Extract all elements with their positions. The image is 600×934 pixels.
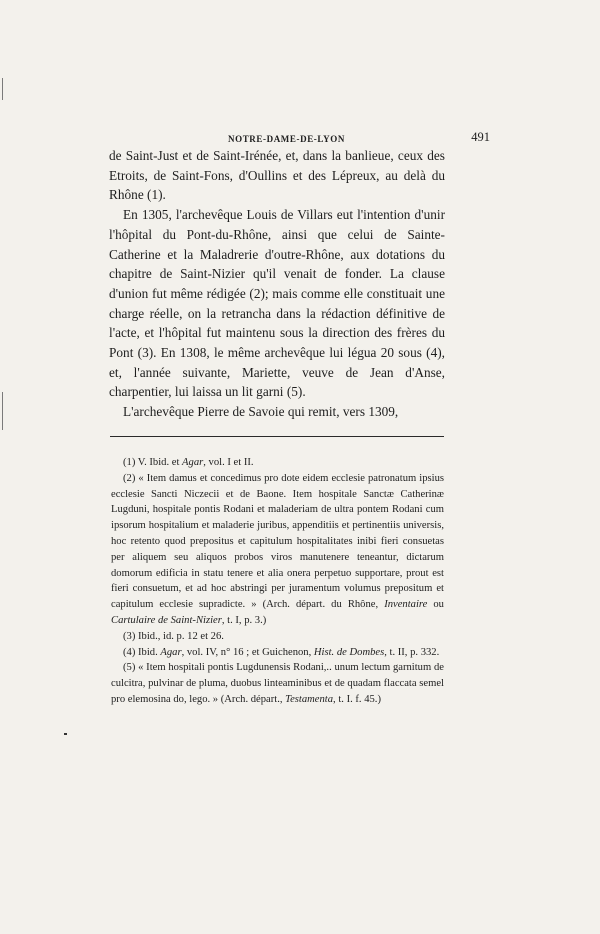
page-number: 491 (471, 130, 490, 144)
footnote-text: (5) « Item hospitali pontis Lugdunensis Rodani,.. unum lectum garnitum de culcitra, pulvinar de pluma, duobus linteaminibus et de quadam flaccata semel pro elemosina do, lego. » (Arch. départ., (111, 662, 444, 705)
page-edge-mark (2, 78, 3, 100)
footnote-text: , t. II, p. 332. (384, 646, 440, 658)
body-paragraph: En 1305, l'archevêque Louis de Villars eut l'intention d'unir l'hôpital du Pont-du-Rhône, ainsi que celui de Sainte-Catherine et la Maladrerie d'outre-Rhône, aux dotations du chapitre de Saint-Nizier qu'il venait de fonder. La clause d'union fut même rédigée (2); mais comme elle constituait une charge réelle, on la retrancha dans la rédaction définitive de l'acte, et l'hôpital fut maintenu sous la direction des frères du Pont (3). En 1308, le même archevêque lui légua 20 sous (4), et, l'année suivante, Mariette, veuve de Jean d'Anse, charpentier, lui laissa un lit garni (5). (109, 207, 445, 400)
footnote-text: , t. I. f. 45.) (333, 693, 381, 705)
footnote-text: Agar (160, 646, 182, 658)
footnote-1 (111, 455, 444, 471)
footnote-4 (111, 645, 444, 661)
footnote-text: , vol. IV, n° 16 ; et Guichenon, (181, 646, 314, 658)
footnote-text: Cartulaire de Saint-Nizier (111, 614, 222, 626)
page-edge-mark (2, 392, 3, 430)
footnote-text: Hist. de Dombes (313, 646, 385, 658)
footnote-text: , t. I, p. 3.) (221, 614, 267, 626)
footnote-text: Agar (182, 457, 204, 468)
footnote-text: Testamenta (285, 693, 334, 705)
body-paragraph: de Saint-Just et de Saint-Irénée, et, dans la banlieue, ceux des Etroits, de Saint-Fons, d'Oullins et des Lépreux, au delà du Rhône (1). (109, 148, 445, 203)
footnote-separator (110, 436, 444, 437)
footnote-3 (111, 629, 444, 645)
footnote-text: (3) Ibid., id. p. 12 et 26. (123, 630, 224, 642)
footnote-text: ou (427, 599, 444, 611)
running-title: NOTRE-DAME-DE-LYON (228, 134, 345, 144)
body-text (109, 146, 445, 422)
footnote-text: (4) Ibid. (123, 646, 161, 658)
margin-mark (64, 733, 67, 735)
body-paragraph: L'archevêque Pierre de Savoie qui remit, vers 1309, (123, 404, 399, 420)
footnotes (111, 455, 444, 708)
footnote-text: (1) V. Ibid. et (123, 457, 183, 468)
footnote-2 (111, 471, 444, 629)
footnote-text: (2) « Item damus et concedimus pro dote eidem ecclesie patronatum ipsius ecclesie Sancti Niczecii et de Baone. Item hospitale Sanctæ Catherinæ Lugduni, hospitale pontis Rodani et maladeriam de ultra pontem Rodani cum ipsorum hospitalium et maladerie juribus, appenditiis et pertinentiis universis, hoc retento quod prepositus et capitulum hospitalitates inibi fieri consuetas per aliquem seu aliquos probos viros manutenere teneantur, dictarum domorum edificia in statu tenere et alia onera perpetuo supportare, prout est fieri consuetum, et ad hoc abstringi per juramentum volumus prepositum et capitulum ecclesie supradicte. » (Arch. départ. du Rhône, (111, 472, 444, 611)
footnote-text: Inventaire (384, 599, 428, 611)
footnote-5 (111, 660, 444, 707)
footnote-text: , vol. I et II. (203, 457, 254, 468)
